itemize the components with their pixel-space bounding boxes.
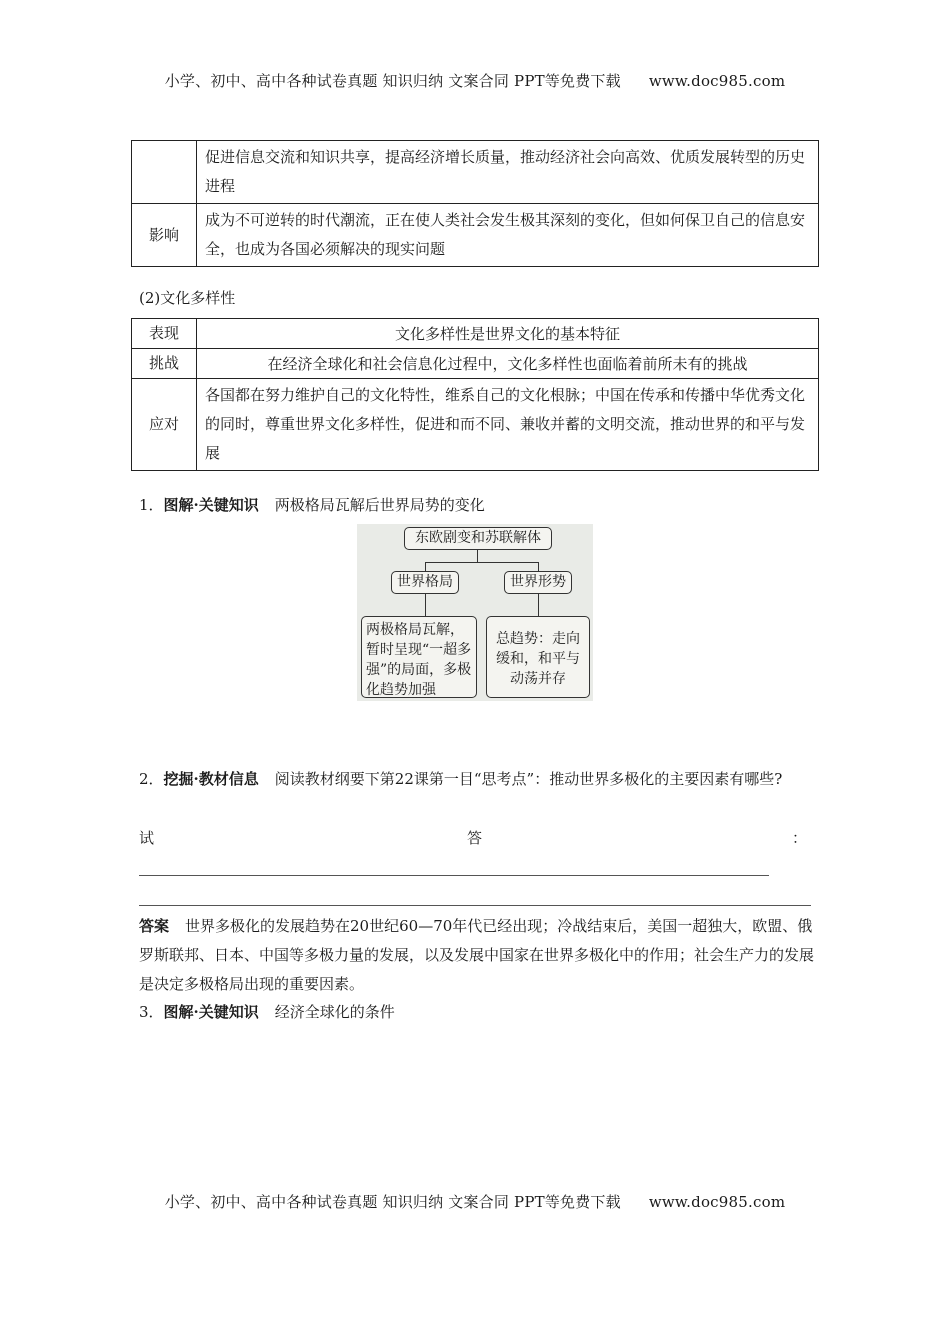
table-label-cell: 影响 bbox=[132, 204, 197, 267]
answer-prompt-3: ： bbox=[792, 829, 808, 847]
table-label-cell: 表现 bbox=[132, 319, 197, 349]
header-text: 小学、初中、高中各种试卷真题 知识归纳 文案合同 PPT等免费下载 bbox=[164, 72, 621, 90]
footer-text: 小学、初中、高中各种试卷真题 知识归纳 文案合同 PPT等免费下载 bbox=[164, 1193, 621, 1211]
diagram-left-title: 世界格局 bbox=[391, 571, 459, 594]
item-label: 图解·关键知识 bbox=[163, 496, 259, 514]
item-1 bbox=[139, 491, 485, 520]
item-text: 经济全球化的条件 bbox=[274, 1003, 395, 1021]
item-3 bbox=[139, 998, 395, 1027]
table-row bbox=[132, 204, 819, 267]
diagram-connector bbox=[425, 562, 538, 563]
diagram-connector bbox=[425, 594, 426, 616]
footer-url[interactable]: www.doc985.com bbox=[648, 1193, 786, 1211]
diagram-connector bbox=[425, 562, 426, 571]
page-header bbox=[0, 70, 950, 91]
item-text: 两极格局瓦解后世界局势的变化 bbox=[274, 496, 485, 514]
item-label: 挖掘·教材信息 bbox=[163, 770, 259, 788]
answer-prompt-1: 试 bbox=[139, 829, 155, 847]
table-label-cell bbox=[132, 141, 197, 204]
answer-block bbox=[139, 912, 821, 999]
item-text: 阅读教材纲要下第22课第一目“思考点”：推动世界多极化的主要因素有哪些? bbox=[274, 770, 783, 788]
section-title: (2)文化多样性 bbox=[139, 289, 236, 307]
item-number: 1． bbox=[139, 496, 164, 514]
diagram-connector bbox=[477, 550, 478, 562]
answer-label: 答案 bbox=[139, 917, 170, 935]
page-footer bbox=[0, 1191, 950, 1212]
table-label-cell: 应对 bbox=[132, 379, 197, 471]
table-text-cell: 各国都在努力维护自己的文化特性，维系自己的文化根脉；中国在传承和传播中华优秀文化的同时，尊重世界文化多样性，促进和而不同、兼收并蓄的文明交流，推动世界的和平与发展 bbox=[197, 379, 819, 471]
diagram-root-node: 东欧剧变和苏联解体 bbox=[404, 527, 552, 550]
answer-text: 世界多极化的发展趋势在20世纪60—70年代已经出现；冷战结束后，美国一超独大，欧盟、俄罗斯联邦、日本、中国等多极力量的发展，以及发展中国家在世界多极化中的作用；社会生产力的发展是决定多极格局出现的重要因素。 bbox=[139, 917, 815, 993]
world-situation-diagram bbox=[357, 524, 593, 701]
table-row bbox=[132, 319, 819, 349]
header-url[interactable]: www.doc985.com bbox=[648, 72, 786, 90]
table-text-cell: 成为不可逆转的时代潮流，正在使人类社会发生极其深刻的变化，但如何保卫自己的信息安全，也成为各国必须解决的现实问题 bbox=[197, 204, 819, 267]
answer-line[interactable] bbox=[139, 905, 811, 906]
table-text-cell: 促进信息交流和知识共享，提高经济增长质量，推动经济社会向高效、优质发展转型的历史进程 bbox=[197, 141, 819, 204]
impact-table bbox=[131, 140, 819, 267]
culture-diversity-table bbox=[131, 318, 819, 471]
item-number: 3． bbox=[139, 1003, 164, 1021]
table-text-cell: 在经济全球化和社会信息化过程中，文化多样性也面临着前所未有的挑战 bbox=[197, 349, 819, 379]
table-row bbox=[132, 349, 819, 379]
table-row bbox=[132, 379, 819, 471]
answer-line[interactable] bbox=[139, 875, 769, 876]
item-number: 2． bbox=[139, 770, 164, 788]
item-2 bbox=[139, 765, 819, 794]
diagram-connector bbox=[538, 562, 539, 571]
answer-prompt-2: 答 bbox=[467, 829, 483, 847]
table-row bbox=[132, 141, 819, 204]
table-label-cell: 挑战 bbox=[132, 349, 197, 379]
table-text-cell: 文化多样性是世界文化的基本特征 bbox=[197, 319, 819, 349]
diagram-left-box: 两极格局瓦解，暂时呈现“一超多强”的局面，多极化趋势加强 bbox=[361, 616, 477, 698]
diagram-right-box: 总趋势：走向缓和，和平与动荡并存 bbox=[486, 616, 590, 698]
diagram-connector bbox=[538, 594, 539, 616]
item-label: 图解·关键知识 bbox=[163, 1003, 259, 1021]
diagram-right-title: 世界形势 bbox=[504, 571, 572, 594]
